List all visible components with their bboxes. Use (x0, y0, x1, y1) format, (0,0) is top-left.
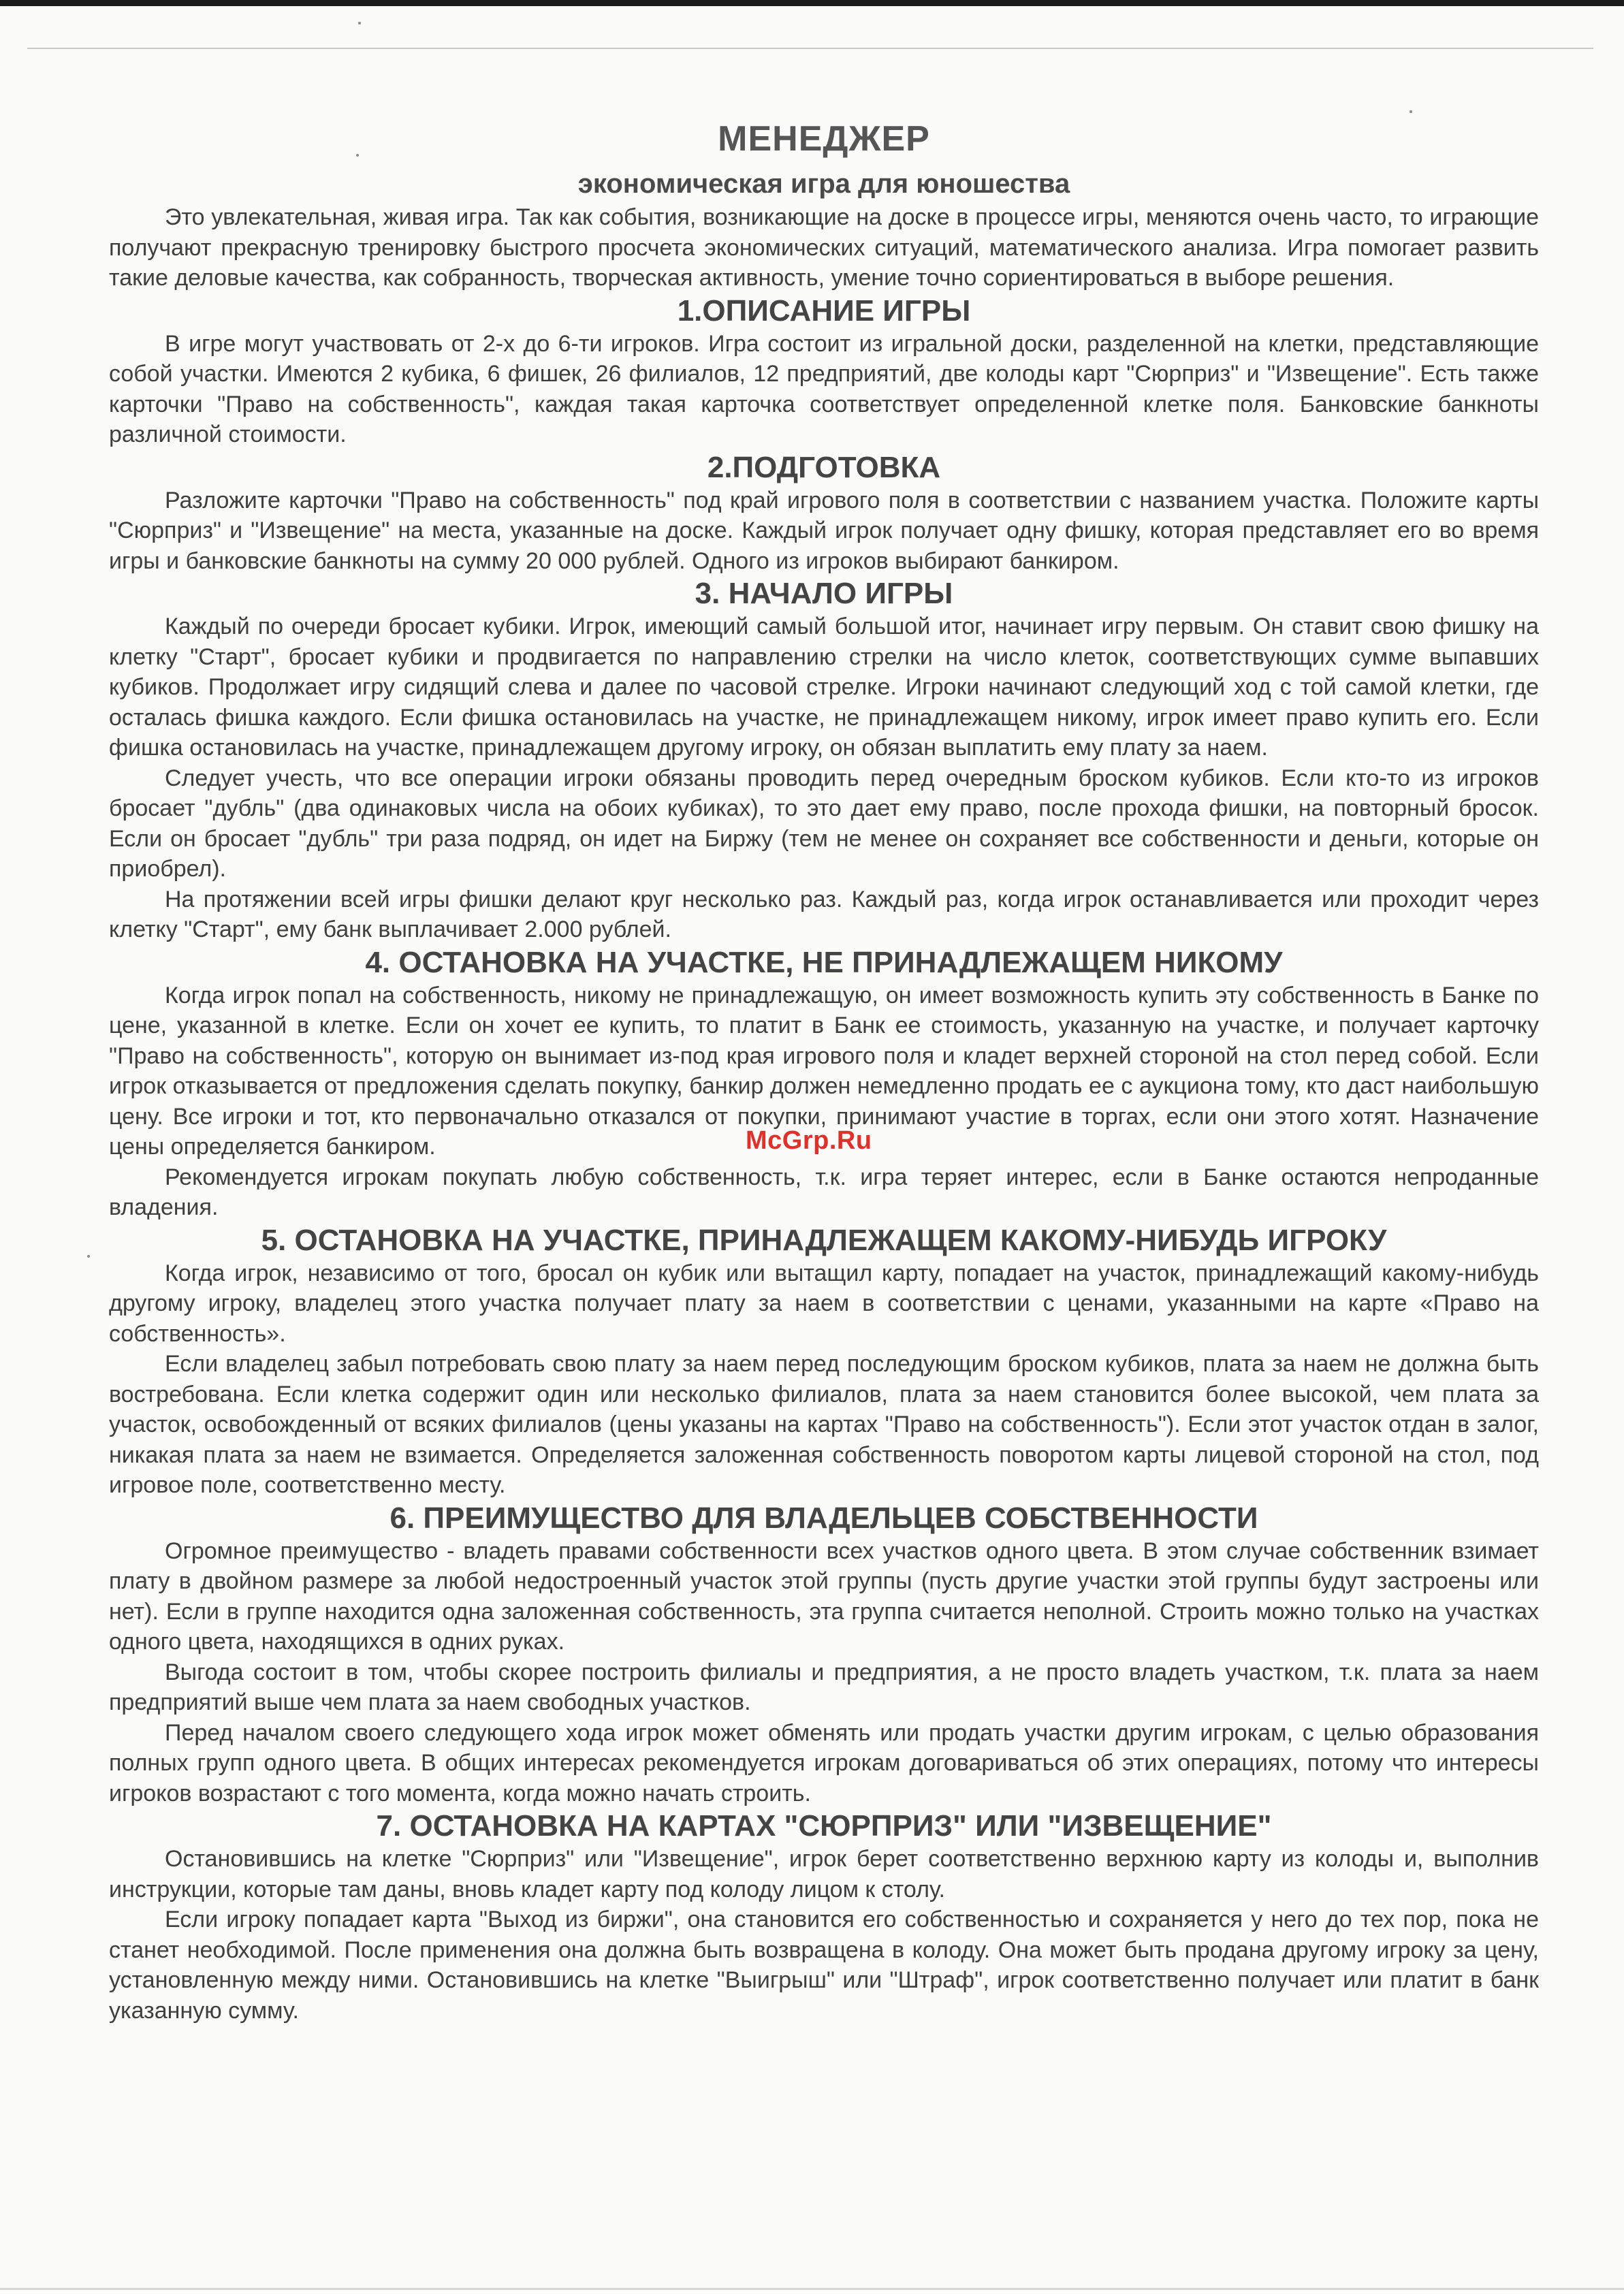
document-subtitle: экономическая игра для юношества (577, 169, 1070, 199)
section-paragraph: Когда игрок попал на собственность, никому не принадлежащую, он имеет возможность купить эту собственность в Банке по цене, указанной в клетке. Если он хочет ее купить, то платит в Банк ее стоимость, указанную на участке, и получает карточку "Право на собственность", которую он вынимает из-под края игрового поля и кладет верхней стороной на стол перед собой. Если игрок отказывается от предложения сделать покупку, банкир должен немедленно продать ее с аукциона тому, кто даст наибольшую цену. Все игроки и тот, кто первоначально отказался от покупки, принимают участие в торгах, если они этого хотят. Назначение цены определяется банкиром. (109, 982, 1539, 1160)
section-heading: 2.ПОДГОТОВКА (707, 450, 941, 484)
scan-top-edge (0, 0, 1624, 6)
section-paragraph: Каждый по очереди бросает кубики. Игрок, имеющий самый большой итог, начинает игру первым. Он ставит свою фишку на клетку "Старт", бросает кубики и продвигается по направлению стрелки на число клеток, соответствующих сумме выпавших кубиков. Продолжает игру сидящий слева и далее по часовой стрелке. Игроки начинают следующий ход с той самой клетки, где осталась фишка каждого. Если фишка остановилась на участке, не принадлежащем никому, игрок имеет право купить его. Если фишка остановилась на участке, принадлежащем другому игроку, он обязан выплатить ему плату за наем. (109, 614, 1539, 761)
document-page (109, 112, 1539, 2026)
section-heading: 6. ПРЕИМУЩЕСТВО ДЛЯ ВЛАДЕЛЬЦЕВ СОБСТВЕННОСТИ (389, 1501, 1258, 1535)
section-paragraph: Когда игрок, независимо от того, бросал он кубик или вытащил карту, попадает на участок, принадлежащий какому-нибудь другому игроку, владелец этого участка получает плату за наем в соответствии с ценами, указанными на карте «Право на собственность». (109, 1260, 1539, 1347)
section-heading: 3. НАЧАЛО ИГРЫ (695, 577, 953, 610)
section-heading: 4. ОСТАНОВКА НА УЧАСТКЕ, НЕ ПРИНАДЛЕЖАЩЕМ НИКОМУ (365, 945, 1283, 979)
top-divider (27, 48, 1593, 49)
section-paragraph: Огромное преимущество - владеть правами собственности всех участков одного цвета. В этом случае собственник взимает плату в двойном размере за любой недостроенный участок этой группы (пусть другие участки этой группы будут застроены или нет). Если в группе находится одна заложенная собственность, эта группа считается неполной. Строить можно только на участках одного цвета, находящихся в одних руках. (109, 1538, 1539, 1655)
section-paragraph: Выгода состоит в том, чтобы скорее построить филиалы и предприятия, а не просто владеть участком, т.к. плата за наем предприятий выше чем плата за наем свободных участков. (109, 1659, 1539, 1715)
watermark-text: McGrp.Ru (746, 1126, 872, 1155)
section-paragraph: Разложите карточки "Право на собственность" под край игрового поля в соответствии с названием участка. Положите карты "Сюрприз" и "Извещение" на места, указанные на доске. Каждый игрок получает одну фишку, которая представляет его во время игры и банковские банкноты на сумму 20 000 рублей. Одного из игроков выбирают банкиром. (109, 487, 1539, 574)
section-heading: 1.ОПИСАНИЕ ИГРЫ (677, 293, 971, 328)
section-paragraph: Остановившись на клетке "Сюрприз" или "Извещение", игрок берет соответственно верхнюю карту из колоды и, выполнив инструкции, которые там даны, вновь кладет карту под колоду лицом к столу. (109, 1846, 1539, 1902)
section-paragraph: Перед началом своего следующего хода игрок может обменять или продать участки другим игрокам, с целью образования полных групп одного цвета. В общих интересах рекомендуется игрокам договариваться об этих операциях, потому что интересы игроков возрастают с того момента, когда можно начать строить. (109, 1719, 1539, 1806)
scan-speck (358, 22, 361, 25)
bottom-divider (0, 2288, 1624, 2290)
section-heading: 5. ОСТАНОВКА НА УЧАСТКЕ, ПРИНАДЛЕЖАЩЕМ КАКОМУ-НИБУДЬ ИГРОКУ (261, 1223, 1387, 1257)
section-paragraph: Рекомендуется игрокам покупать любую собственность, т.к. игра теряет интерес, если в Банке остаются непроданные владения. (109, 1164, 1539, 1220)
section-paragraph: На протяжении всей игры фишки делают круг несколько раз. Каждый раз, когда игрок останавливается или проходит через клетку "Старт", ему банк выплачивает 2.000 рублей. (109, 886, 1539, 942)
section-paragraph: Следует учесть, что все операции игроки обязаны проводить перед очередным броском кубиков. Если кто-то из игроков бросает "дубль" (два одинаковых числа на обоих кубиках), то это дает ему право, после прохода фишки, на повторный бросок. Если он бросает "дубль" три раза подряд, он идет на Биржу (тем не менее он сохраняет все собственности и деньги, которые он приобрел). (109, 765, 1539, 882)
section-paragraph: Если владелец забыл потребовать свою плату за наем перед последующим броском кубиков, плата за наем не должна быть востребована. Если клетка содержит один или несколько филиалов, плата за наем становится более высокой, чем плата за участок, освобожденный от всяких филиалов (цены указаны на картах "Право на собственность"). Если этот участок отдан в залог, никакая плата за наем не взимается. Определяется заложенная собственность поворотом карты лицевой стороной на стол, под игровое поле, соответственно месту. (109, 1351, 1539, 1498)
section-heading: 7. ОСТАНОВКА НА КАРТАХ "СЮРПРИЗ" ИЛИ "ИЗВЕЩЕНИЕ" (376, 1809, 1272, 1843)
intro-paragraph: Это увлекательная, живая игра. Так как события, возникающие на доске в процессе игры, меняются очень часто, то играющие получают прекрасную тренировку быстрого просчета экономических ситуаций, математического анализа. Игра помогает развить такие деловые качества, как собранность, творческая активность, умение точно сориентироваться в выборе решения. (109, 204, 1539, 291)
document-title: МЕНЕДЖЕР (718, 119, 930, 159)
scan-speck (87, 1255, 90, 1258)
section-paragraph: В игре могут участвовать от 2-х до 6-ти игроков. Игра состоит из игральной доски, разделенной на клетки, представляющие собой участки. Имеются 2 кубика, 6 фишек, 26 филиалов, 12 предприятий, две колоды карт "Сюрприз" и "Извещение". Есть также карточки "Право на собственность", каждая такая карточка соответствует определенной клетке поля. Банковские банкноты различной стоимости. (109, 330, 1539, 447)
section-paragraph: Если игроку попадает карта "Выход из биржи", она становится его собственностью и сохраняется у него до тех пор, пока не станет необходимой. После применения она должна быть возвращена в колоду. Она может быть продана другому игроку за цену, установленную между ними. Остановившись на клетке "Выигрыш" или "Штраф", игрок соответственно получает или платит в банк указанную сумму. (109, 1907, 1539, 2024)
